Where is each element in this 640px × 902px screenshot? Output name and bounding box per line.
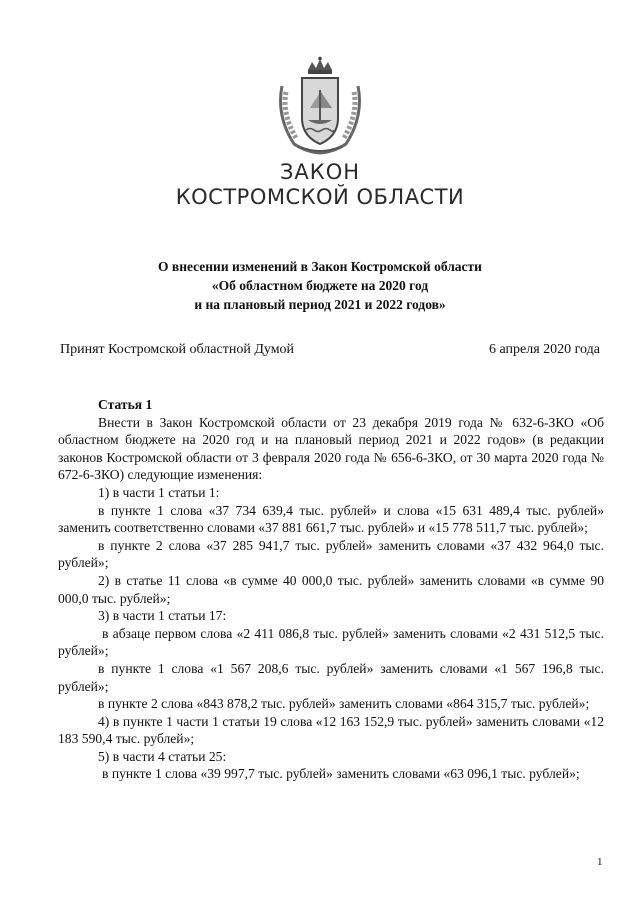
adoption-date: 6 апреля 2020 года (489, 342, 600, 357)
paragraph: 3) в части 1 статьи 17: (98, 608, 227, 624)
paragraph: 2) в статье 11 слова «в сумме 40 000,0 тыс. рублей» заменить словами «в сумме 90 000,0 тыс. рублей»; (58, 572, 604, 606)
paragraph: 1) в части 1 статьи 1: (98, 484, 220, 500)
law-subject (0, 257, 640, 314)
subject-line: и на плановый период 2021 и 2022 годов» (194, 297, 446, 312)
paragraph: в пункте 1 слова «37 734 639,4 тыс. рублей» и слова «15 631 489,4 тыс. рублей» заменить соответственно словами «37 881 661,7 тыс. рублей» и «15 778 511,7 тыс. рублей»; (58, 502, 604, 536)
adopted-by: Принят Костромской областной Думой (60, 342, 295, 357)
paragraph: 4) в пункте 1 части 1 статьи 19 слова «12 163 152,9 тыс. рублей» заменить словами «12 183 590,4 тыс. рублей»; (58, 713, 604, 747)
article-heading: Статья 1 (98, 397, 153, 412)
paragraph: в пункте 2 слова «37 285 941,7 тыс. рублей» заменить словами «37 432 964,0 тыс. рублей»; (58, 537, 604, 571)
page-number: 1 (597, 856, 603, 868)
paragraph: в пункте 1 слова «39 997,7 тыс. рублей» заменить словами «63 096,1 тыс. рублей»; (102, 766, 580, 782)
subject-line: «Об областном бюджете на 2020 год (211, 278, 429, 293)
subject-line: О внесении изменений в Закон Костромской области (158, 259, 482, 274)
coat-of-arms-emblem-icon (272, 56, 368, 156)
paragraph: Внести в Закон Костромской области от 23 декабря 2019 года № 632-6-ЗКО «Об областном бюджете на 2020 год и на плановый период 2021 и 2022 годов» (в редакции законов Костромской области от 3 февраля 2020 года № 656-6-ЗКО, от 30 марта 2020 года № 672-6-ЗКО) следующие изменения: (58, 414, 604, 483)
region-title: КОСТРОМСКОЙ ОБЛАСТИ (175, 185, 465, 209)
paragraph: 5) в части 4 статьи 25: (98, 748, 227, 764)
article-body (58, 396, 604, 783)
law-title: ЗАКОН (279, 160, 361, 184)
paragraph: в пункте 1 слова «1 567 208,6 тыс. рублей» заменить словами «1 567 196,8 тыс. рублей»; (58, 660, 604, 694)
paragraph: в абзаце первом слова «2 411 086,8 тыс. рублей» заменить словами «2 431 512,5 тыс. рублей»; (58, 625, 604, 659)
paragraph: в пункте 2 слова «843 878,2 тыс. рублей» заменить словами «864 315,7 тыс. рублей»; (98, 696, 590, 712)
